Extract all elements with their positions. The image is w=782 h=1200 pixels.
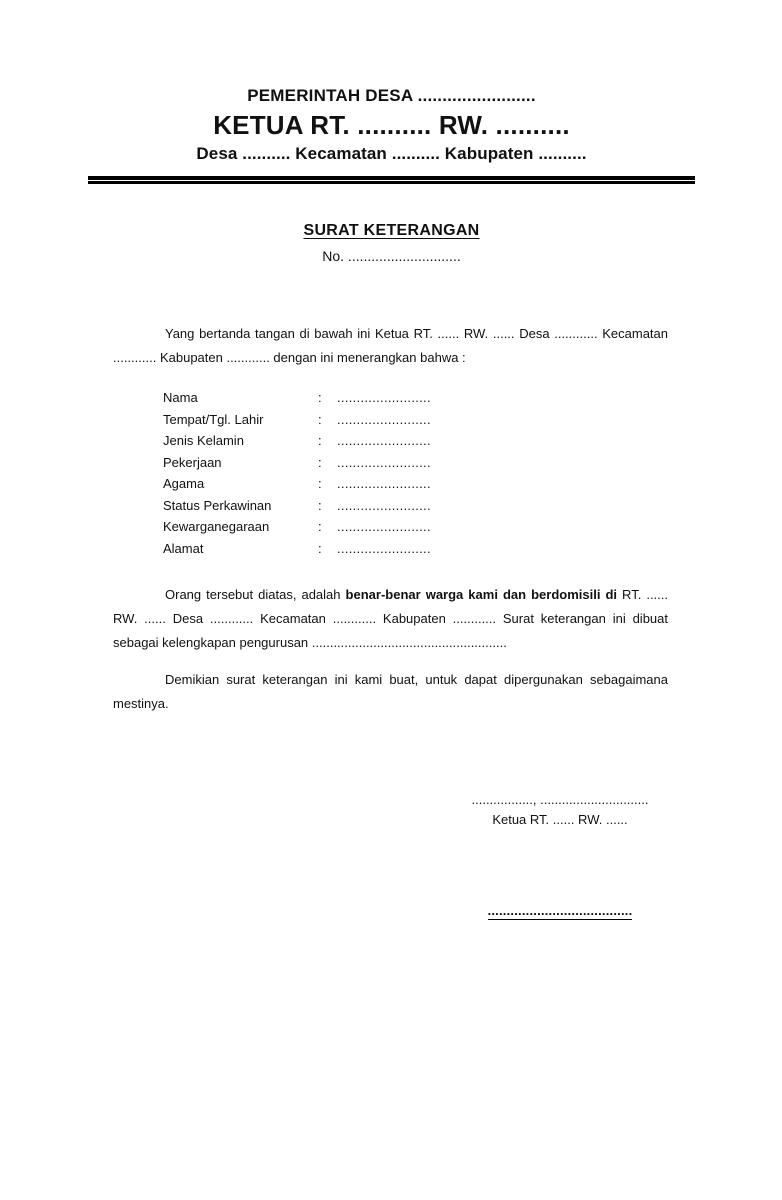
signature-place-date: ................., .............................. — [471, 792, 649, 807]
field-separator: : — [318, 540, 322, 556]
field-row-agama — [163, 476, 563, 498]
field-row-kewarganegaraan — [163, 519, 563, 541]
field-separator: : — [318, 476, 322, 491]
field-value: ........................ — [337, 497, 431, 513]
domicile-text-emphasis: benar-benar warga kami dan berdomisili di — [345, 587, 618, 602]
field-row-alamat — [163, 541, 563, 563]
document-title-text: SURAT KETERANGAN — [303, 222, 480, 239]
signature-name-placeholder: ...................................... — [487, 903, 633, 918]
field-row-status-perkawinan — [163, 498, 563, 520]
field-separator: : — [318, 390, 322, 405]
field-row-nama — [163, 390, 563, 412]
field-separator: : — [318, 411, 322, 427]
domicile-paragraph — [113, 583, 668, 655]
domicile-text-after: RT. ...... RW. ...... Desa ............ Kecamatan ............ Kabupaten ............ Surat keterangan ini dibuat sebagai kelengkapan pengurusan ...................................................... — [113, 587, 668, 650]
field-value: ........................ — [337, 411, 431, 427]
letterhead — [88, 84, 695, 166]
field-label: Jenis Kelamin — [163, 433, 244, 448]
field-label: Alamat — [163, 540, 204, 556]
field-label: Pekerjaan — [163, 454, 222, 470]
field-label: Agama — [163, 476, 205, 491]
closing-paragraph: Demikian surat keterangan ini kami buat, untuk dapat dipergunakan sebagaimana mestinya. — [113, 672, 668, 711]
document-number: No. ............................. — [322, 248, 461, 264]
intro-paragraph: Yang bertanda tangan di bawah ini Ketua RT. ...... RW. ...... Desa ............ Kecamatan ............ Kabupaten ............ dengan ini menerangkan bahwa : — [113, 326, 668, 365]
field-row-pekerjaan — [163, 455, 563, 477]
document-title — [88, 222, 695, 240]
field-separator: : — [318, 454, 322, 470]
field-label: Tempat/Tgl. Lahir — [163, 411, 264, 427]
field-label: Kewarganegaraan — [163, 519, 270, 534]
field-value: ........................ — [337, 454, 431, 470]
signature-block — [430, 790, 690, 830]
divider-bar-bottom — [88, 181, 695, 184]
field-label: Status Perkawinan — [163, 497, 272, 513]
signature-role: Ketua RT. ...... RW. ...... — [492, 812, 628, 827]
person-details-list — [163, 390, 563, 562]
field-row-tempat-tgl-lahir — [163, 412, 563, 434]
field-separator: : — [318, 497, 322, 513]
field-value: ........................ — [337, 519, 431, 534]
field-value: ........................ — [337, 476, 431, 491]
letterhead-line-location: Desa .......... Kecamatan .......... Kabupaten .......... — [196, 144, 587, 163]
field-row-jenis-kelamin — [163, 433, 563, 455]
field-separator: : — [318, 519, 322, 534]
letterhead-line-government: PEMERINTAH DESA ........................ — [247, 86, 536, 105]
field-separator: : — [318, 433, 322, 448]
domicile-text-before: Orang tersebut diatas, adalah — [165, 587, 346, 602]
field-value: ........................ — [337, 433, 431, 448]
field-value: ........................ — [337, 390, 431, 405]
signature-name-line — [430, 903, 690, 918]
field-value: ........................ — [337, 540, 431, 556]
letterhead-line-title: KETUA RT. .......... RW. .......... — [213, 110, 570, 140]
header-divider-rule — [88, 176, 695, 184]
field-label: Nama — [163, 390, 198, 405]
